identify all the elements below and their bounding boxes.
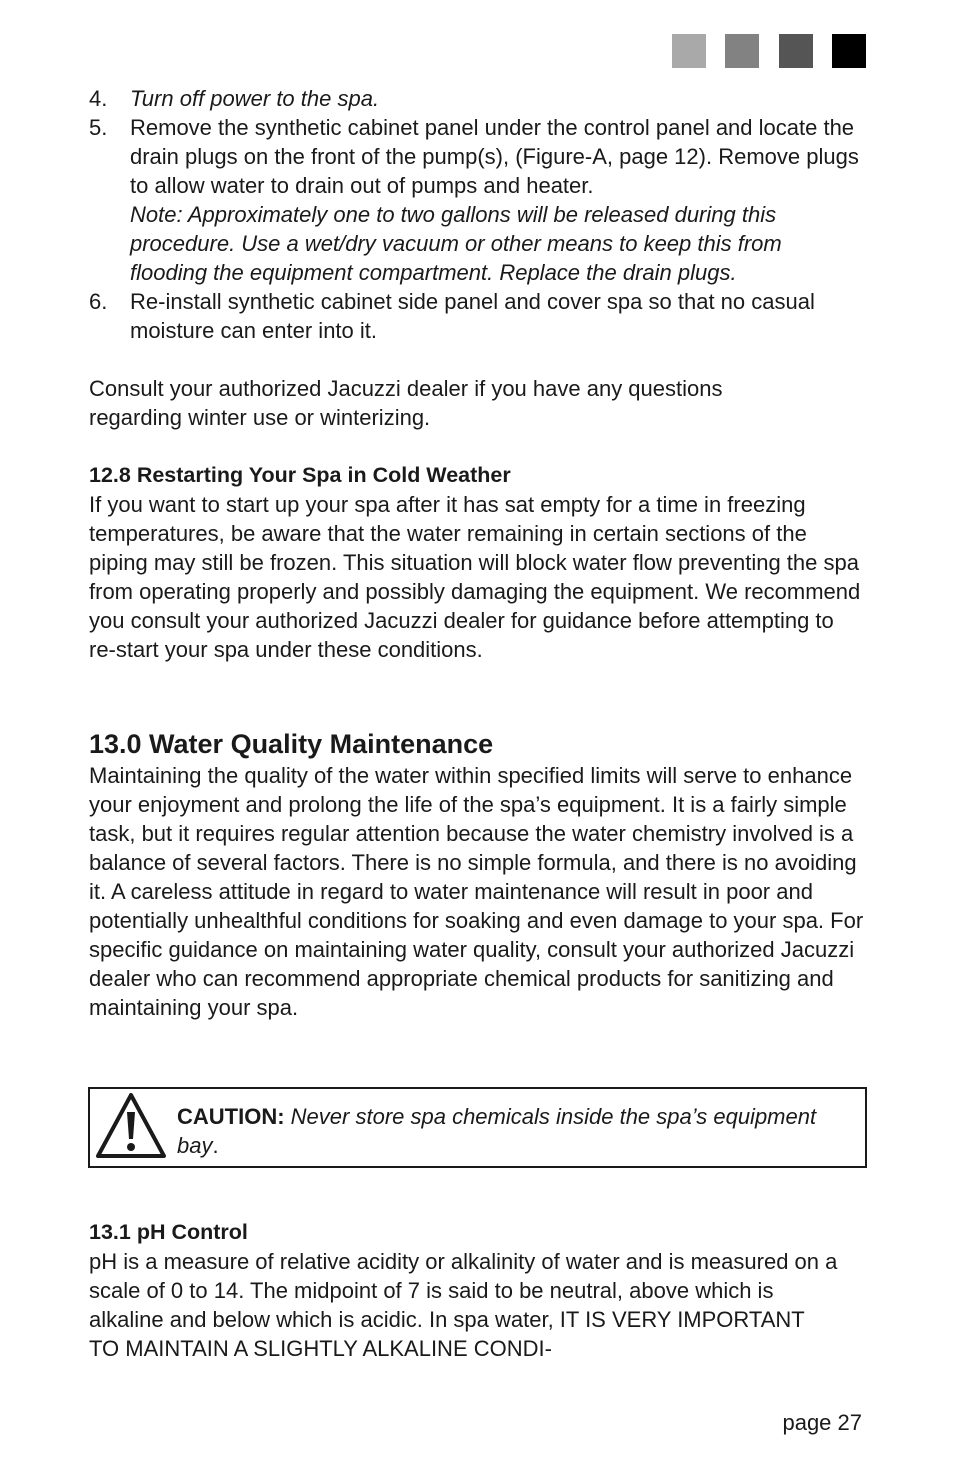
caution-text [177,1102,847,1160]
section-heading-12-8: 12.8 Restarting Your Spa in Cold Weather [89,463,511,487]
caution-label: CAUTION: [177,1104,285,1129]
section-heading-13-1: 13.1 pH Control [89,1220,248,1244]
caution-box [88,1087,867,1168]
section-13-1 [89,1218,864,1363]
list-number: 4. [89,86,108,111]
page-number: page 27 [782,1410,862,1435]
caution-message: Never store spa chemicals inside the spa’s equipment bay [177,1104,817,1158]
section-heading-13-0: 13.0 Water Quality Maintenance [89,729,494,759]
list-text: Turn off power to the spa. [130,86,380,111]
header-square-4 [832,34,866,68]
list-text: Remove the synthetic cabinet panel under the control panel and locate the drain plugs on the front of the pump(s), (Figure-A, page 12). Remove plugs to allow water to drain out of pumps and heater. [130,115,859,198]
section-body-12-8: If you want to start up your spa after it has sat empty for a time in freezing temperatures, be aware that the water remaining in certain sections of the piping may still be frozen. This situation will block water flow preventing the spa from operating properly and possibly damaging the equipment. We recommend you consult your authorized Jacuzzi dealer for guidance before attempting to re-start your spa under these conditions. [89,492,861,662]
warning-icon [95,1092,167,1160]
header-square-3 [779,34,813,68]
list-item [89,84,869,113]
list-text: Re-install synthetic cabinet side panel and cover spa so that no casual moisture can enter into it. [130,289,815,343]
section-body-13-0: Maintaining the quality of the water within specified limits will serve to enhance your enjoyment and prolong the life of the spa’s equipment. It is a fairly simple task, but it requires regular attention because the water chemistry involved is a balance of several factors. There is no simple formula, and there is no avoiding it. A careless attitude in regard to water maintenance will result in poor and potentially unhealthful conditions for soaking and even damage to your spa. For specific guidance on maintaining water quality, consult your authorized Jacuzzi dealer who can recommend appropriate chemical products for sanitizing and maintaining your spa. [89,763,864,1020]
instruction-list [89,84,869,345]
header-square-1 [672,34,706,68]
list-number: 6. [89,289,108,314]
list-note: Note: Approximately one to two gallons will be released during this procedure. Use a wet/dry vacuum or other means to keep this from flooding the equipment compartment. Replace the drain plugs. [130,202,782,285]
section-body-13-1: pH is a measure of relative acidity or alkalinity of water and is measured on a scale of 0 to 14. The midpoint of 7 is said to be neutral, above which is alkaline and below which is acidic. In spa water, IT IS VERY IMPORTANT TO MAINTAIN A SLIGHTLY ALKALINE CONDI- [89,1249,838,1361]
consult-paragraph: Consult your authorized Jacuzzi dealer if you have any questions regarding winter use or winterizing. [89,376,723,430]
caution-end: . [212,1133,219,1158]
page-content [89,84,869,1022]
list-item [89,287,869,345]
list-number: 5. [89,115,108,140]
list-item [89,113,869,287]
header-square-2 [725,34,759,68]
